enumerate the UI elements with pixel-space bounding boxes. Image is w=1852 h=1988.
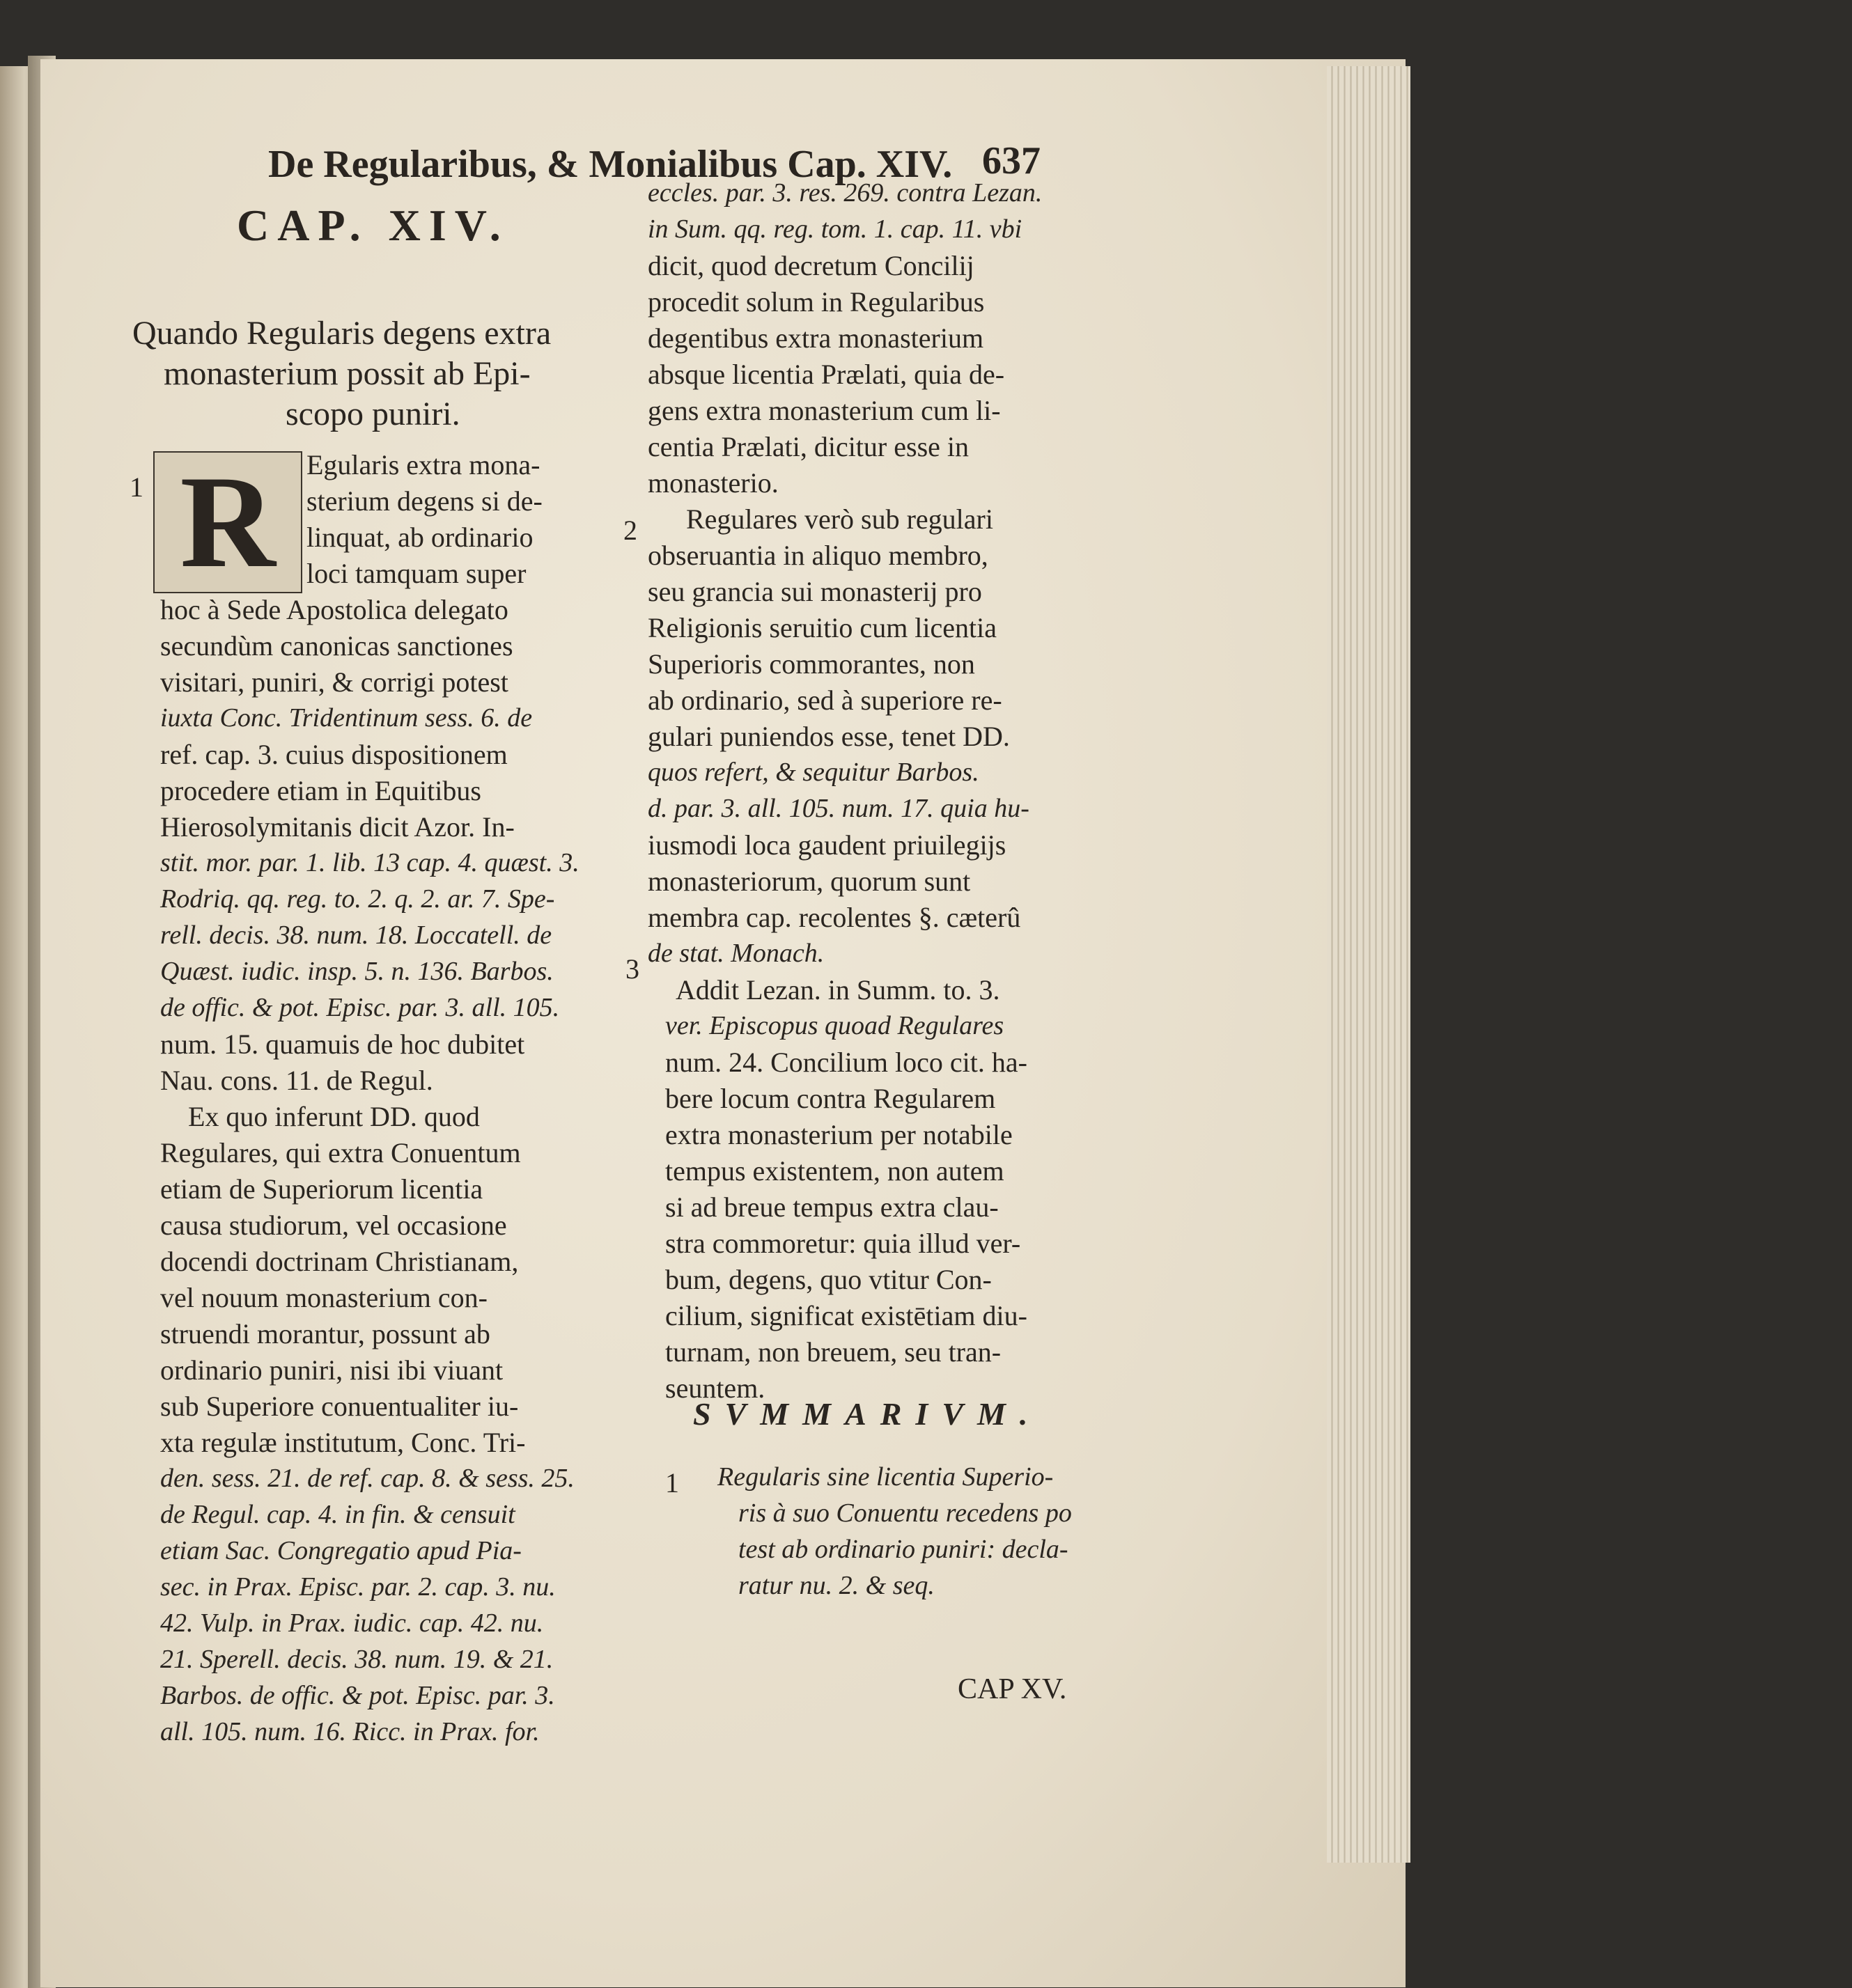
- text-line: si ad breue tempus extra clau-: [665, 1191, 999, 1223]
- text-line: hoc à Sede Apostolica delegato: [160, 594, 508, 625]
- text-line: bum, degens, quo vtitur Con-: [665, 1264, 992, 1295]
- text-line: sec. in Prax. Episc. par. 2. cap. 3. nu.: [160, 1572, 556, 1602]
- text-line: struendi morantur, possunt ab: [160, 1318, 490, 1349]
- catchword: CAP XV.: [958, 1673, 1067, 1705]
- text-line: iuxta Conc. Tridentinum sess. 6. de: [160, 703, 533, 733]
- text-line: test ab ordinario puniri: decla-: [738, 1535, 1068, 1564]
- text-line: de offic. & pot. Episc. par. 3. all. 105.: [160, 993, 560, 1022]
- text-line: degentibus extra monasterium: [648, 322, 984, 354]
- text-line: sub Superiore conuentualiter iu-: [160, 1391, 519, 1422]
- text-line: monasteriorum, quorum sunt: [648, 866, 971, 897]
- text-line: obseruantia in aliquo membro,: [648, 540, 988, 571]
- text-line: secundùm canonicas sanctiones: [160, 630, 513, 662]
- text-line: ris à suo Conuentu recedens po: [738, 1498, 1072, 1528]
- margin-number: 1: [130, 471, 143, 503]
- text-line: rell. decis. 38. num. 18. Loccatell. de: [160, 921, 552, 950]
- text-line: extra monasterium per notabile: [665, 1119, 1013, 1150]
- text-line: monasterio.: [648, 467, 779, 499]
- text-line: docendi doctrinam Christianam,: [160, 1246, 519, 1277]
- text-line: Rodriq. qq. reg. to. 2. q. 2. ar. 7. Spe-: [160, 884, 555, 914]
- text-line: Ex quo inferunt DD. quod: [188, 1101, 480, 1132]
- text-line: membra cap. recolentes §. cæterû: [648, 902, 1021, 933]
- running-head: De Regularibus, & Monialibus Cap. XIV.: [268, 143, 953, 186]
- text-line: Regulares, qui extra Conuentum: [160, 1137, 521, 1168]
- text-line: in Sum. qq. reg. tom. 1. cap. 11. vbi: [648, 214, 1022, 244]
- text-line: loci tamquam super: [306, 558, 527, 589]
- text-line: de stat. Monach.: [648, 939, 825, 968]
- text-line: den. sess. 21. de ref. cap. 8. & sess. 25.: [160, 1464, 575, 1493]
- text-line: etiam de Superiorum licentia: [160, 1173, 483, 1205]
- text-line: Barbos. de offic. & pot. Episc. par. 3.: [160, 1681, 555, 1710]
- text-line: sterium degens si de-: [306, 485, 543, 517]
- text-line: Nau. cons. 11. de Regul.: [160, 1065, 433, 1096]
- text-line: Hierosolymitanis dicit Azor. In-: [160, 811, 515, 843]
- text-line: ratur nu. 2. & seq.: [738, 1571, 935, 1600]
- margin-number: 3: [625, 953, 639, 985]
- text-line: Regulares verò sub regulari: [686, 503, 993, 535]
- text-line: all. 105. num. 16. Ricc. in Prax. for.: [160, 1717, 540, 1746]
- summarium-heading: SVMMARIVM.: [693, 1396, 1042, 1432]
- text-line: ab ordinario, sed à superiore re-: [648, 684, 1002, 716]
- text-line: gulari puniendos esse, tenet DD.: [648, 721, 1010, 752]
- text-line: Egularis extra mona-: [306, 449, 540, 480]
- chapter-subtitle-line: monasterium possit ab Epi-: [164, 355, 531, 392]
- text-line: causa studiorum, vel occasione: [160, 1210, 507, 1241]
- text-line: Religionis seruitio cum licentia: [648, 612, 997, 643]
- text-line: eccles. par. 3. res. 269. contra Lezan.: [648, 178, 1043, 208]
- text-line: centia Prælati, dicitur esse in: [648, 431, 969, 462]
- text-line: seu grancia sui monasterij pro: [648, 576, 982, 607]
- text-line: quos refert, & sequitur Barbos.: [648, 758, 979, 787]
- text-line: etiam Sac. Congregatio apud Pia-: [160, 1536, 522, 1565]
- text-line: ordinario puniri, nisi ibi viuant: [160, 1354, 504, 1386]
- text-line: stit. mor. par. 1. lib. 13 cap. 4. quæst. 3.: [160, 848, 579, 877]
- text-line: xta regulæ institutum, Conc. Tri-: [160, 1427, 526, 1458]
- text-line: visitari, puniri, & corrigi potest: [160, 666, 508, 698]
- text-line: Addit Lezan. in Summ. to. 3.: [676, 974, 1000, 1005]
- text-line: 21. Sperell. decis. 38. num. 19. & 21.: [160, 1645, 554, 1674]
- text-line: num. 24. Concilium loco cit. ha-: [665, 1047, 1027, 1078]
- text-line: procedit solum in Regularibus: [648, 286, 985, 318]
- chapter-subtitle-line: Quando Regularis degens extra: [132, 315, 552, 352]
- text-line: Quæst. iudic. insp. 5. n. 136. Barbos.: [160, 957, 554, 986]
- text-line: seuntem.: [665, 1372, 765, 1404]
- text-line: turnam, non breuem, seu tran-: [665, 1336, 1002, 1368]
- page-number: 637: [982, 139, 1041, 182]
- text-line: linquat, ab ordinario: [306, 522, 534, 553]
- text-line: Regularis sine licentia Superio-: [717, 1462, 1054, 1492]
- text-line: 42. Vulp. in Prax. iudic. cap. 42. nu.: [160, 1609, 544, 1638]
- text-line: ver. Episcopus quoad Regulares: [665, 1011, 1004, 1040]
- chapter-subtitle-line: scopo puniri.: [286, 396, 460, 432]
- text-line: gens extra monasterium cum li-: [648, 395, 1001, 426]
- text-line: d. par. 3. all. 105. num. 17. quia hu-: [648, 794, 1029, 823]
- text-line: absque licentia Prælati, quia de-: [648, 359, 1005, 390]
- text-line: ref. cap. 3. cuius dispositionem: [160, 739, 508, 770]
- chapter-title: CAP. XIV.: [237, 201, 509, 250]
- text-line: iusmodi loca gaudent priuilegijs: [648, 829, 1006, 861]
- text-line: dicit, quod decretum Concilij: [648, 250, 974, 281]
- text-line: tempus existentem, non autem: [665, 1155, 1004, 1187]
- margin-number: 2: [623, 515, 637, 546]
- text-line: stra commoretur: quia illud ver-: [665, 1228, 1021, 1259]
- text-line: num. 15. quamuis de hoc dubitet: [160, 1028, 525, 1060]
- text-line: vel nouum monasterium con-: [160, 1282, 488, 1313]
- text-line: bere locum contra Regularem: [665, 1083, 996, 1114]
- page-stack-edge: [1327, 66, 1410, 1863]
- text-line: cilium, significat existētiam diu-: [665, 1300, 1027, 1331]
- text-line: procedere etiam in Equitibus: [160, 775, 481, 806]
- drop-cap-initial: R: [153, 451, 302, 593]
- text-line: Superioris commorantes, non: [648, 648, 975, 680]
- summarium-item-number: 1: [665, 1467, 679, 1498]
- text-line: de Regul. cap. 4. in fin. & censuit: [160, 1500, 515, 1529]
